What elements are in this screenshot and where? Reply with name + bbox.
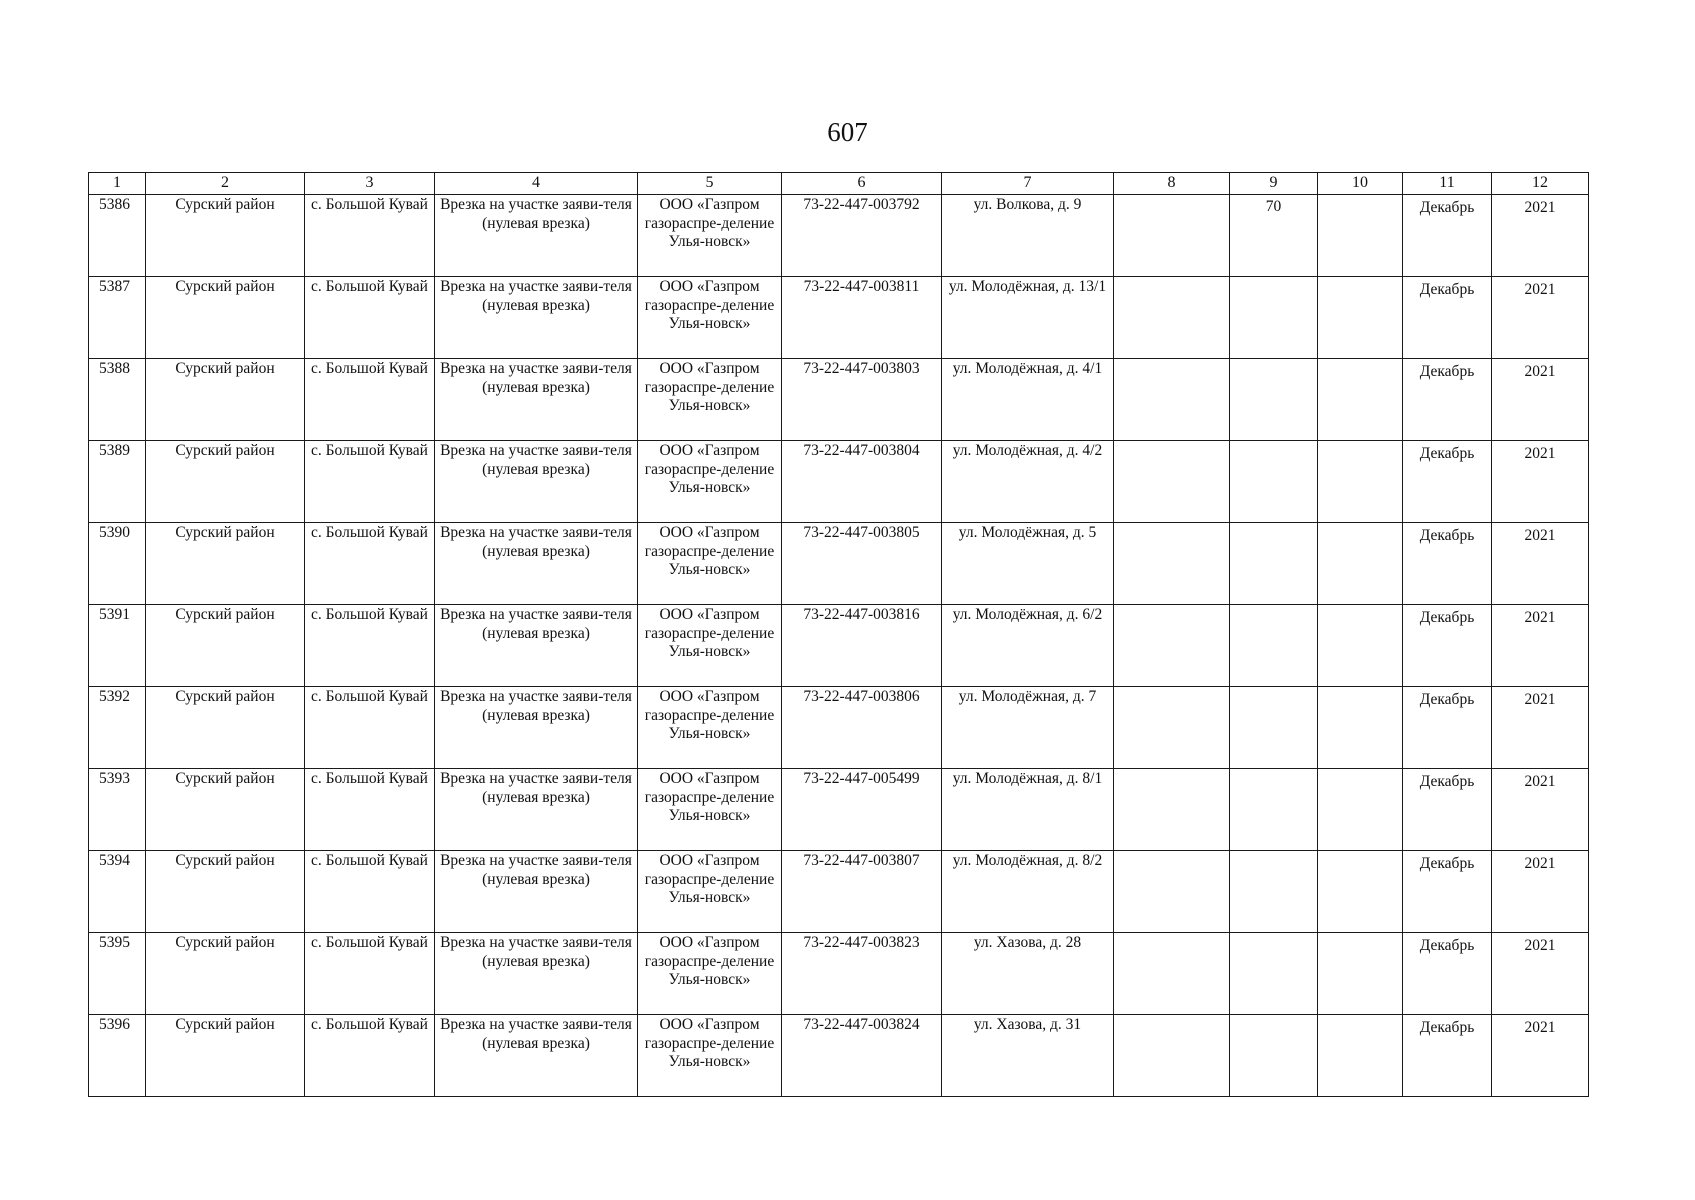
cell-district: Сурский район xyxy=(146,851,305,933)
cell-org: ООО «Газпром газораспре-деление Улья-новск» xyxy=(638,359,782,441)
cell-address: ул. Хазова, д. 28 xyxy=(942,933,1114,1015)
cell-col12: 2021 xyxy=(1492,851,1589,933)
cell-col10 xyxy=(1318,851,1403,933)
cell-code: 73-22-447-003805 xyxy=(782,523,942,605)
cell-col8 xyxy=(1114,277,1230,359)
column-header-4: 4 xyxy=(435,173,638,195)
cell-col11: Декабрь xyxy=(1403,769,1492,851)
cell-num: 5386 xyxy=(89,195,146,277)
cell-num: 5396 xyxy=(89,1015,146,1097)
cell-col11: Декабрь xyxy=(1403,523,1492,605)
cell-col12: 2021 xyxy=(1492,359,1589,441)
cell-num: 5388 xyxy=(89,359,146,441)
cell-col12: 2021 xyxy=(1492,1015,1589,1097)
cell-address: ул. Молодёжная, д. 13/1 xyxy=(942,277,1114,359)
column-header-2: 2 xyxy=(146,173,305,195)
cell-org: ООО «Газпром газораспре-деление Улья-новск» xyxy=(638,605,782,687)
cell-num: 5392 xyxy=(89,687,146,769)
cell-settlement: с. Большой Кувай xyxy=(305,195,435,277)
cell-district: Сурский район xyxy=(146,605,305,687)
column-header-3: 3 xyxy=(305,173,435,195)
cell-col11: Декабрь xyxy=(1403,605,1492,687)
cell-col9 xyxy=(1230,441,1318,523)
cell-address: ул. Волкова, д. 9 xyxy=(942,195,1114,277)
column-header-9: 9 xyxy=(1230,173,1318,195)
cell-settlement: с. Большой Кувай xyxy=(305,277,435,359)
column-header-12: 12 xyxy=(1492,173,1589,195)
cell-address: ул. Молодёжная, д. 4/2 xyxy=(942,441,1114,523)
cell-col10 xyxy=(1318,523,1403,605)
cell-col11: Декабрь xyxy=(1403,359,1492,441)
cell-col10 xyxy=(1318,277,1403,359)
cell-col10 xyxy=(1318,769,1403,851)
cell-org: ООО «Газпром газораспре-деление Улья-новск» xyxy=(638,769,782,851)
cell-col12: 2021 xyxy=(1492,605,1589,687)
cell-num: 5387 xyxy=(89,277,146,359)
column-header-11: 11 xyxy=(1403,173,1492,195)
cell-col11: Декабрь xyxy=(1403,441,1492,523)
cell-col10 xyxy=(1318,441,1403,523)
cell-settlement: с. Большой Кувай xyxy=(305,933,435,1015)
cell-org: ООО «Газпром газораспре-деление Улья-новск» xyxy=(638,195,782,277)
cell-work: Врезка на участке заяви-теля (нулевая врезка) xyxy=(435,523,638,605)
cell-num: 5393 xyxy=(89,769,146,851)
cell-col11: Декабрь xyxy=(1403,195,1492,277)
cell-district: Сурский район xyxy=(146,359,305,441)
cell-col12: 2021 xyxy=(1492,769,1589,851)
cell-col8 xyxy=(1114,195,1230,277)
cell-org: ООО «Газпром газораспре-деление Улья-новск» xyxy=(638,441,782,523)
cell-work: Врезка на участке заяви-теля (нулевая врезка) xyxy=(435,687,638,769)
cell-col11: Декабрь xyxy=(1403,687,1492,769)
cell-col9: 70 xyxy=(1230,195,1318,277)
cell-col9 xyxy=(1230,523,1318,605)
cell-district: Сурский район xyxy=(146,1015,305,1097)
cell-col11: Декабрь xyxy=(1403,1015,1492,1097)
table-row xyxy=(89,687,1589,769)
cell-col8 xyxy=(1114,359,1230,441)
cell-work: Врезка на участке заяви-теля (нулевая врезка) xyxy=(435,441,638,523)
cell-code: 73-22-447-003823 xyxy=(782,933,942,1015)
cell-settlement: с. Большой Кувай xyxy=(305,687,435,769)
table-row xyxy=(89,277,1589,359)
table-row xyxy=(89,359,1589,441)
cell-work: Врезка на участке заяви-теля (нулевая врезка) xyxy=(435,1015,638,1097)
cell-col12: 2021 xyxy=(1492,441,1589,523)
cell-work: Врезка на участке заяви-теля (нулевая врезка) xyxy=(435,605,638,687)
cell-code: 73-22-447-003811 xyxy=(782,277,942,359)
table-row xyxy=(89,605,1589,687)
cell-col11: Декабрь xyxy=(1403,851,1492,933)
cell-col10 xyxy=(1318,605,1403,687)
cell-col11: Декабрь xyxy=(1403,933,1492,1015)
table-body xyxy=(89,195,1589,1097)
cell-district: Сурский район xyxy=(146,441,305,523)
table-row xyxy=(89,769,1589,851)
cell-num: 5389 xyxy=(89,441,146,523)
cell-org: ООО «Газпром газораспре-деление Улья-новск» xyxy=(638,933,782,1015)
cell-address: ул. Молодёжная, д. 7 xyxy=(942,687,1114,769)
column-header-10: 10 xyxy=(1318,173,1403,195)
cell-code: 73-22-447-003806 xyxy=(782,687,942,769)
cell-col8 xyxy=(1114,851,1230,933)
cell-settlement: с. Большой Кувай xyxy=(305,605,435,687)
cell-org: ООО «Газпром газораспре-деление Улья-новск» xyxy=(638,851,782,933)
column-header-6: 6 xyxy=(782,173,942,195)
register-table xyxy=(88,172,1589,1097)
cell-col12: 2021 xyxy=(1492,687,1589,769)
cell-work: Врезка на участке заяви-теля (нулевая врезка) xyxy=(435,933,638,1015)
column-header-7: 7 xyxy=(942,173,1114,195)
cell-code: 73-22-447-003792 xyxy=(782,195,942,277)
table-row xyxy=(89,851,1589,933)
cell-org: ООО «Газпром газораспре-деление Улья-новск» xyxy=(638,277,782,359)
cell-col8 xyxy=(1114,687,1230,769)
cell-work: Врезка на участке заяви-теля (нулевая врезка) xyxy=(435,277,638,359)
cell-col11: Декабрь xyxy=(1403,277,1492,359)
cell-org: ООО «Газпром газораспре-деление Улья-новск» xyxy=(638,1015,782,1097)
cell-district: Сурский район xyxy=(146,277,305,359)
cell-code: 73-22-447-003807 xyxy=(782,851,942,933)
cell-district: Сурский район xyxy=(146,769,305,851)
cell-address: ул. Молодёжная, д. 8/1 xyxy=(942,769,1114,851)
cell-code: 73-22-447-003804 xyxy=(782,441,942,523)
cell-address: ул. Хазова, д. 31 xyxy=(942,1015,1114,1097)
cell-work: Врезка на участке заяви-теля (нулевая врезка) xyxy=(435,195,638,277)
cell-org: ООО «Газпром газораспре-деление Улья-новск» xyxy=(638,523,782,605)
cell-address: ул. Молодёжная, д. 6/2 xyxy=(942,605,1114,687)
cell-settlement: с. Большой Кувай xyxy=(305,359,435,441)
cell-num: 5391 xyxy=(89,605,146,687)
table-header xyxy=(89,173,1589,195)
cell-col9 xyxy=(1230,359,1318,441)
cell-col12: 2021 xyxy=(1492,523,1589,605)
cell-col9 xyxy=(1230,1015,1318,1097)
cell-col9 xyxy=(1230,933,1318,1015)
table-row xyxy=(89,1015,1589,1097)
cell-address: ул. Молодёжная, д. 5 xyxy=(942,523,1114,605)
cell-code: 73-22-447-005499 xyxy=(782,769,942,851)
cell-col8 xyxy=(1114,1015,1230,1097)
cell-district: Сурский район xyxy=(146,195,305,277)
cell-work: Врезка на участке заяви-теля (нулевая врезка) xyxy=(435,769,638,851)
cell-num: 5395 xyxy=(89,933,146,1015)
cell-code: 73-22-447-003803 xyxy=(782,359,942,441)
cell-col9 xyxy=(1230,769,1318,851)
cell-settlement: с. Большой Кувай xyxy=(305,523,435,605)
cell-col8 xyxy=(1114,769,1230,851)
table-row xyxy=(89,195,1589,277)
cell-district: Сурский район xyxy=(146,687,305,769)
cell-col8 xyxy=(1114,605,1230,687)
cell-num: 5390 xyxy=(89,523,146,605)
table-row xyxy=(89,933,1589,1015)
header-row xyxy=(89,173,1589,195)
column-header-1: 1 xyxy=(89,173,146,195)
cell-col12: 2021 xyxy=(1492,195,1589,277)
cell-settlement: с. Большой Кувай xyxy=(305,769,435,851)
cell-col8 xyxy=(1114,441,1230,523)
cell-col10 xyxy=(1318,359,1403,441)
cell-col8 xyxy=(1114,523,1230,605)
cell-org: ООО «Газпром газораспре-деление Улья-новск» xyxy=(638,687,782,769)
cell-col9 xyxy=(1230,851,1318,933)
cell-settlement: с. Большой Кувай xyxy=(305,1015,435,1097)
cell-col9 xyxy=(1230,277,1318,359)
column-header-5: 5 xyxy=(638,173,782,195)
cell-col12: 2021 xyxy=(1492,277,1589,359)
cell-code: 73-22-447-003824 xyxy=(782,1015,942,1097)
cell-col10 xyxy=(1318,687,1403,769)
cell-address: ул. Молодёжная, д. 8/2 xyxy=(942,851,1114,933)
table-row xyxy=(89,441,1589,523)
column-header-8: 8 xyxy=(1114,173,1230,195)
table-row xyxy=(89,523,1589,605)
cell-settlement: с. Большой Кувай xyxy=(305,851,435,933)
cell-work: Врезка на участке заяви-теля (нулевая врезка) xyxy=(435,851,638,933)
cell-code: 73-22-447-003816 xyxy=(782,605,942,687)
cell-col8 xyxy=(1114,933,1230,1015)
page-number: 607 xyxy=(827,117,868,147)
cell-address: ул. Молодёжная, д. 4/1 xyxy=(942,359,1114,441)
cell-num: 5394 xyxy=(89,851,146,933)
cell-col10 xyxy=(1318,195,1403,277)
cell-col9 xyxy=(1230,605,1318,687)
cell-district: Сурский район xyxy=(146,933,305,1015)
cell-work: Врезка на участке заяви-теля (нулевая врезка) xyxy=(435,359,638,441)
cell-district: Сурский район xyxy=(146,523,305,605)
cell-col10 xyxy=(1318,1015,1403,1097)
cell-settlement: с. Большой Кувай xyxy=(305,441,435,523)
cell-col12: 2021 xyxy=(1492,933,1589,1015)
cell-col9 xyxy=(1230,687,1318,769)
cell-col10 xyxy=(1318,933,1403,1015)
